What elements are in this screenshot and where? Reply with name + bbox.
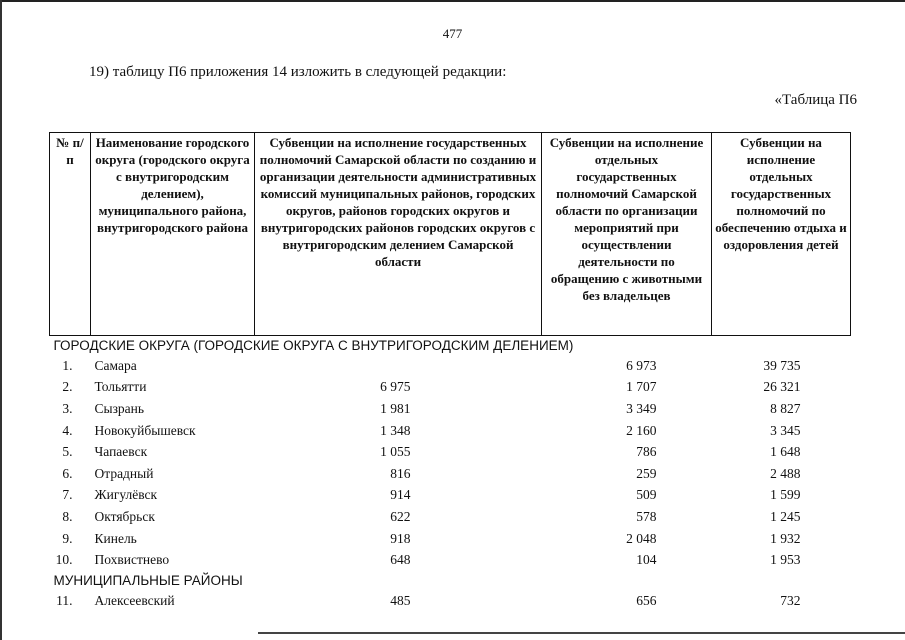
row-number: 7.: [62, 487, 73, 503]
row-value-admin: 918: [390, 530, 411, 546]
row-value-children: 8 827: [770, 400, 801, 416]
row-number: 10.: [55, 552, 73, 568]
row-name: Чапаевск: [94, 444, 148, 460]
header-animals: Субвенции на исполнение отдельных государственных полномочий Самарской области по организации мероприятий при осуществлении деятельности по обращению с животными без владельцев: [542, 133, 712, 336]
section-title: ГОРОДСКИЕ ОКРУГА (ГОРОДСКИЕ ОКРУГА С ВНУТРИГОРОДСКИМ ДЕЛЕНИЕМ): [53, 338, 574, 353]
row-value-animals: 578: [636, 508, 657, 524]
header-name: Наименование городского округа (городского округа с внутригородским делением), муниципального района, внутригородского района: [91, 133, 255, 336]
row-value-children: 1 599: [770, 487, 801, 503]
row-value-admin: 485: [390, 592, 411, 608]
row-value-children: 1 245: [770, 508, 801, 524]
scan-edge-top: [0, 0, 905, 2]
row-value-animals: 6 973: [626, 357, 657, 373]
row-name: Отрадный: [94, 465, 154, 481]
table-row: [50, 506, 851, 528]
row-name: Октябрьск: [94, 508, 155, 524]
table-header-row: [50, 133, 851, 336]
section-row: [50, 336, 851, 356]
row-name: Алексеевский: [94, 592, 175, 608]
row-value-animals: 2 160: [626, 422, 657, 438]
row-value-admin: 6 975: [380, 379, 411, 395]
row-value-admin: 622: [390, 508, 411, 524]
row-value-animals: 786: [636, 444, 657, 460]
intro-paragraph: 19) таблицу П6 приложения 14 изложить в следующей редакции:: [89, 64, 507, 80]
row-value-children: 1 932: [770, 530, 801, 546]
row-name: Самара: [94, 357, 137, 373]
row-number: 4.: [62, 422, 73, 438]
row-number: 11.: [56, 592, 73, 608]
row-name: Сызрань: [94, 400, 145, 416]
header-number: № п/п: [50, 133, 91, 336]
subventions-table: [49, 132, 851, 612]
table-row: [50, 441, 851, 463]
row-name: Жигулёвск: [94, 487, 158, 503]
section-title: МУНИЦИПАЛЬНЫЕ РАЙОНЫ: [53, 572, 243, 588]
row-value-animals: 656: [636, 592, 657, 608]
section-row: [50, 571, 851, 590]
row-value-admin: 1 981: [380, 400, 411, 416]
table-row: [50, 377, 851, 399]
table-body: [50, 336, 851, 612]
row-number: 1.: [62, 357, 73, 373]
row-value-admin: 914: [390, 487, 411, 503]
row-number: 3.: [62, 400, 73, 416]
row-name: Тольятти: [94, 379, 147, 395]
row-value-children: 39 735: [763, 357, 801, 373]
table-row: [50, 528, 851, 550]
table-row: [50, 398, 851, 420]
row-value-admin: [255, 355, 542, 377]
row-number: 9.: [62, 530, 73, 546]
row-name: Новокуйбышевск: [94, 422, 196, 438]
table-row: [50, 355, 851, 377]
row-value-animals: 259: [636, 465, 657, 481]
table-row: [50, 463, 851, 485]
table-row: [50, 590, 851, 612]
row-number: 5.: [62, 444, 73, 460]
table-row: [50, 420, 851, 442]
row-value-animals: 104: [636, 552, 657, 568]
header-admin-commissions: Субвенции на исполнение государственных полномочий Самарской области по созданию и организации деятельности административных комиссий муниципальных районов, городских округов, районов городских округов и внутригородских районов городских округов с внутригородским делением Самарской области: [255, 133, 542, 336]
row-value-children: 3 345: [770, 422, 801, 438]
row-name: Похвистнево: [94, 552, 170, 568]
row-value-animals: 1 707: [626, 379, 657, 395]
row-value-children: 1 648: [770, 444, 801, 460]
header-children-rest: Субвенции на исполнение отдельных государственных полномочий по обеспечению отдыха и оздоровления детей: [712, 133, 851, 336]
row-value-children: 26 321: [763, 379, 801, 395]
table-caption: «Таблица П6: [774, 92, 857, 108]
row-number: 6.: [62, 465, 73, 481]
scan-edge-left: [0, 0, 2, 640]
row-number: 8.: [62, 508, 73, 524]
row-value-admin: 816: [390, 465, 411, 481]
row-value-admin: 1 348: [380, 422, 411, 438]
row-value-animals: 3 349: [626, 400, 657, 416]
row-value-children: 1 953: [770, 552, 801, 568]
row-value-admin: 648: [390, 552, 411, 568]
row-number: 2.: [62, 379, 73, 395]
row-value-children: 732: [780, 592, 801, 608]
page-number: 477: [442, 26, 463, 41]
scan-edge-bottom: [258, 632, 905, 634]
row-value-children: 2 488: [770, 465, 801, 481]
row-value-animals: 2 048: [626, 530, 657, 546]
row-name: Кинель: [94, 530, 137, 546]
row-value-animals: 509: [636, 487, 657, 503]
table-row: [50, 549, 851, 571]
row-value-admin: 1 055: [380, 444, 411, 460]
table-row: [50, 485, 851, 507]
